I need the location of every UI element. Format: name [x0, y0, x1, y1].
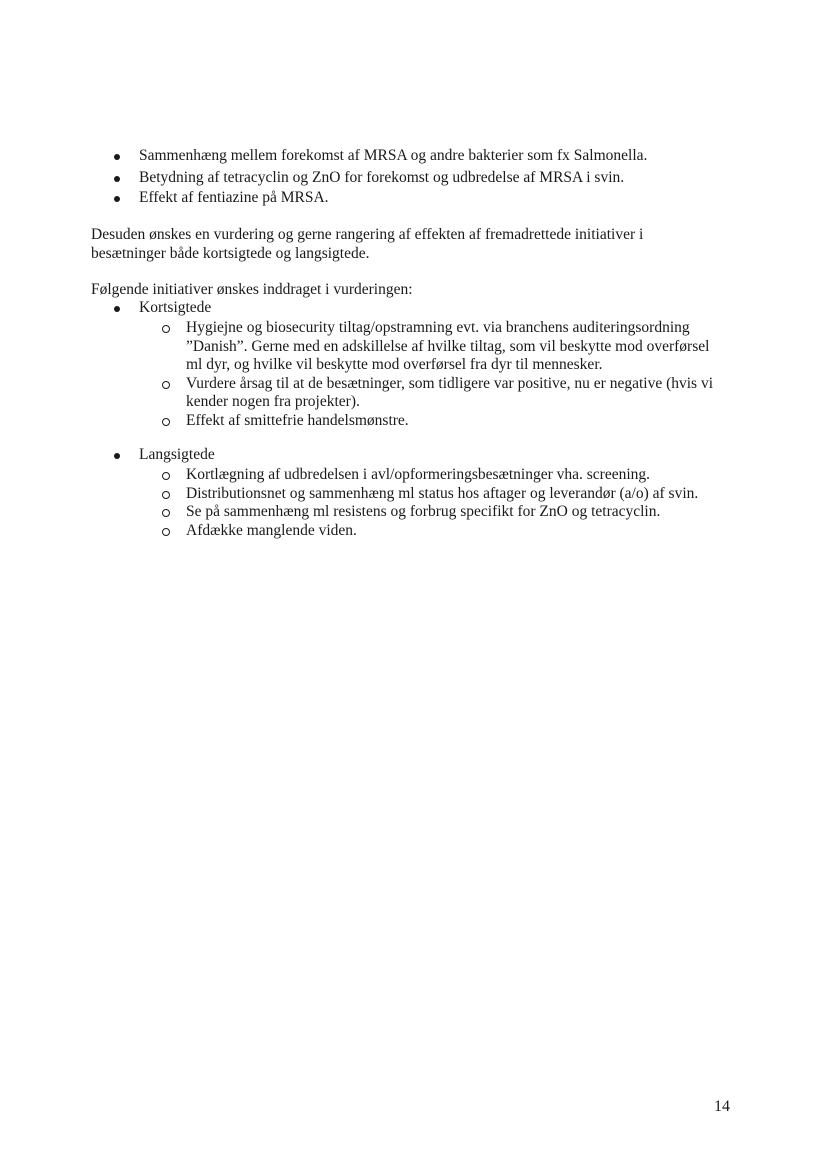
circle-bullet-icon — [162, 509, 170, 517]
sub-bullet-item — [91, 503, 741, 522]
sub-bullet-item — [91, 319, 741, 375]
bullet-icon — [114, 154, 120, 160]
intro-bullet-item — [91, 189, 741, 209]
intro-bullet-item — [91, 147, 741, 169]
sub-bullet-line: Effekt af smittefrie handelsmønstre. — [186, 411, 409, 429]
sub-bullet-line: Hygiejne og biosecurity tiltag/opstramning evt. via branchens auditeringsordning — [186, 319, 690, 336]
group-heading — [91, 446, 741, 465]
group-short-term — [91, 299, 741, 430]
paragraph-line: Desuden ønskes en vurdering og gerne rangering af effekten af fremadrettede initiativer i — [91, 226, 644, 243]
sub-bullet-line: Kortlægning af udbredelsen i avl/opformeringsbesætninger vha. screening. — [186, 466, 651, 483]
group-long-term — [91, 446, 741, 540]
circle-bullet-icon — [162, 325, 170, 333]
circle-bullet-icon — [162, 381, 170, 389]
paragraph-assessment — [91, 226, 741, 263]
paragraph-line: Følgende initiativer ønskes inddraget i vurderingen: — [91, 281, 413, 298]
bullet-icon — [114, 306, 120, 312]
intro-bullet-list — [91, 147, 741, 209]
sub-bullet-item — [91, 485, 741, 504]
paragraph-initiatives-intro — [91, 281, 741, 300]
intro-bullet-text: Betydning af tetracyclin og ZnO for forekomst og udbredelse af MRSA i svin. — [139, 169, 625, 186]
sub-bullet-item — [91, 375, 741, 412]
group-label: Kortsigtede — [139, 299, 212, 316]
page-number: 14 — [714, 1098, 730, 1115]
sub-bullet-line: Vurdere årsag til at de besætninger, som tidligere var positive, nu er negative (hvis vi — [186, 374, 714, 392]
circle-bullet-icon — [162, 472, 170, 480]
circle-bullet-icon — [162, 418, 170, 426]
sub-bullet-item — [91, 522, 741, 541]
intro-bullet-text: Effekt af fentiazine på MRSA. — [139, 189, 329, 206]
intro-bullet-text: Sammenhæng mellem forekomst af MRSA og andre bakterier som fx Salmonella. — [139, 147, 648, 164]
sub-bullet-line: ml dyr, og hvilke vil beskytte mod overførsel fra dyr til mennesker. — [186, 356, 603, 373]
paragraph-line: besætninger både kortsigtede og langsigtede. — [91, 244, 370, 262]
sub-bullet-line: Se på sammenhæng ml resistens og forbrug specifikt for ZnO og tetracyclin. — [186, 503, 661, 520]
intro-bullet-item — [91, 169, 741, 189]
bullet-icon — [114, 196, 120, 202]
sub-bullet-line: ”Danish”. Gerne med en adskillelse af hvilke tiltag, som vil beskytte mod overførsel — [186, 337, 710, 355]
sub-bullet-item — [91, 466, 741, 485]
sub-bullet-line: Distributionsnet og sammenhæng ml status hos aftager og leverandør (a/o) af svin. — [186, 484, 699, 502]
circle-bullet-icon — [162, 528, 170, 536]
bullet-icon — [114, 453, 120, 459]
sub-bullet-item — [91, 412, 741, 431]
bullet-icon — [114, 176, 120, 182]
sub-bullet-line: Afdække manglende viden. — [186, 521, 357, 539]
group-label: Langsigtede — [139, 446, 215, 463]
group-heading — [91, 299, 741, 318]
sub-bullet-line: kender nogen fra projekter). — [186, 393, 360, 410]
circle-bullet-icon — [162, 491, 170, 499]
